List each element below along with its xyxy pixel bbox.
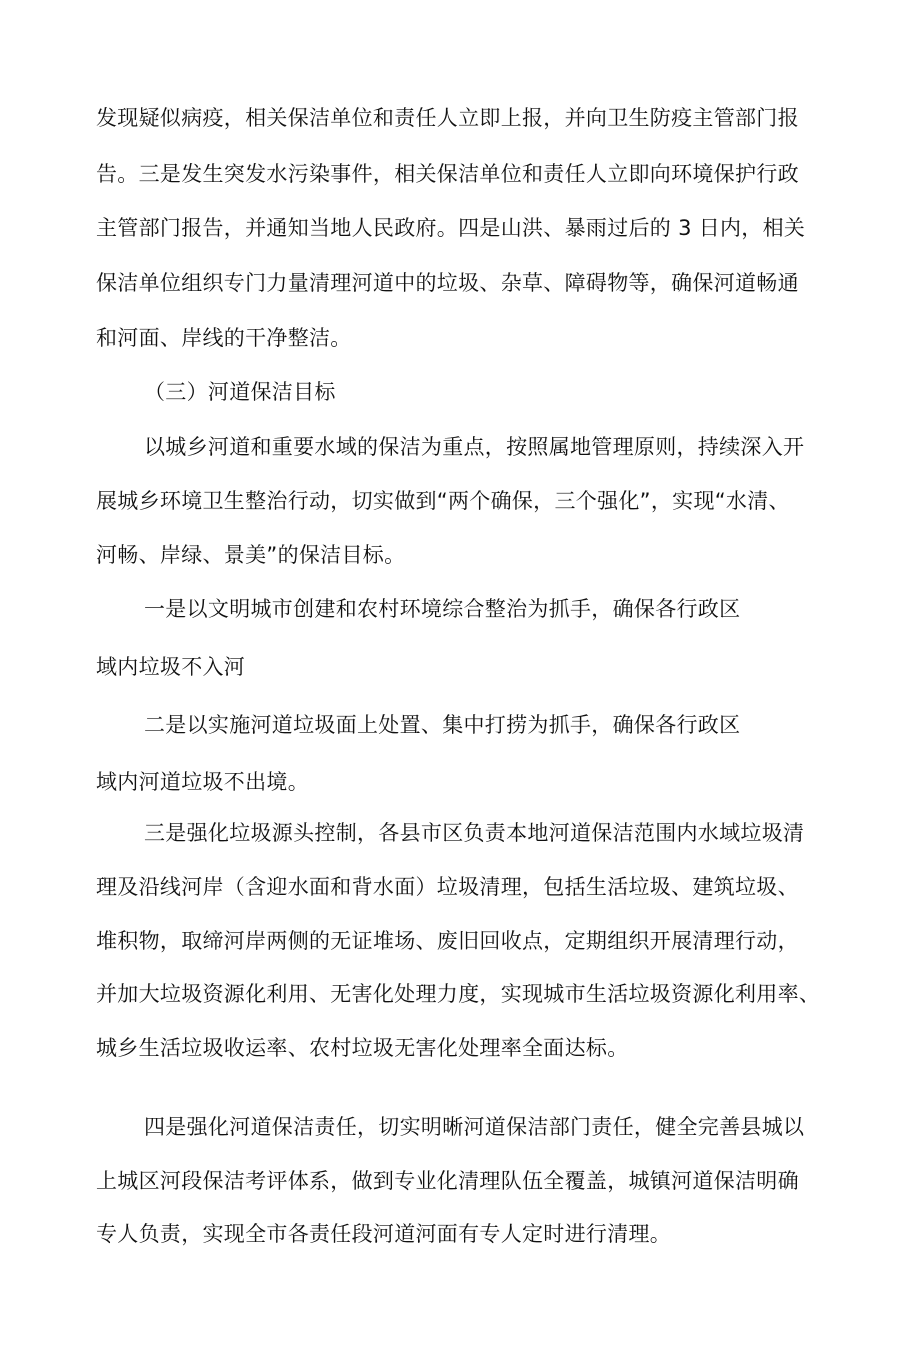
paragraph-line: 二是以实施河道垃圾面上处置、集中打捞为抓手，确保各行政区: [144, 713, 741, 737]
paragraph-line: 堆积物，取缔河岸两侧的无证堆场、废旧回收点，定期组织开展清理行动，: [96, 929, 799, 953]
paragraph-line: 发现疑似病疫，相关保洁单位和责任人立即上报，并向卫生防疫主管部门报: [96, 106, 799, 130]
paragraph-line: 展城乡环境卫生整治行动，切实做到“两个确保，三个强化”，实现“水清、: [96, 489, 790, 513]
paragraph-line: 四是强化河道保洁责任，切实明晰河道保洁部门责任，健全完善县城以: [144, 1115, 805, 1139]
paragraph-line: 域内垃圾不入河: [96, 655, 246, 679]
paragraph-line: 城乡生活垃圾收运率、农村垃圾无害化处理率全面达标。: [96, 1036, 629, 1060]
paragraph-line: 主管部门报告，并通知当地人民政府。四是山洪、暴雨过后的 3 日内，相关: [96, 216, 806, 240]
paragraph-line: 河畅、岸绿、景美”的保洁目标。: [96, 543, 406, 567]
paragraph-line: 域内河道垃圾不出境。: [96, 770, 309, 794]
paragraph-line: 专人负责，实现全市各责任段河道河面有专人定时进行清理。: [96, 1222, 672, 1246]
paragraph-line: 告。三是发生突发水污染事件，相关保洁单位和责任人立即向环境保护行政: [96, 162, 799, 186]
section-heading: （三）河道保洁目标: [144, 380, 336, 404]
paragraph-line: 三是强化垃圾源头控制，各县市区负责本地河道保洁范围内水域垃圾清: [144, 821, 805, 845]
paragraph-line: 保洁单位组织专门力量清理河道中的垃圾、杂草、障碍物等，确保河道畅通: [96, 271, 799, 295]
paragraph-line: 以城乡河道和重要水域的保洁为重点，按照属地管理原则，持续深入开: [144, 435, 805, 459]
paragraph-line: 和河面、岸线的干净整洁。: [96, 326, 352, 350]
paragraph-line: 一是以文明城市创建和农村环境综合整治为抓手，确保各行政区: [144, 597, 741, 621]
paragraph-line: 上城区河段保洁考评体系，做到专业化清理队伍全覆盖，城镇河道保洁明确: [96, 1169, 799, 1193]
paragraph-line: 并加大垃圾资源化利用、无害化处理力度，实现城市生活垃圾资源化利用率、: [96, 982, 821, 1006]
paragraph-line: 理及沿线河岸（含迎水面和背水面）垃圾清理，包括生活垃圾、建筑垃圾、: [96, 875, 799, 899]
